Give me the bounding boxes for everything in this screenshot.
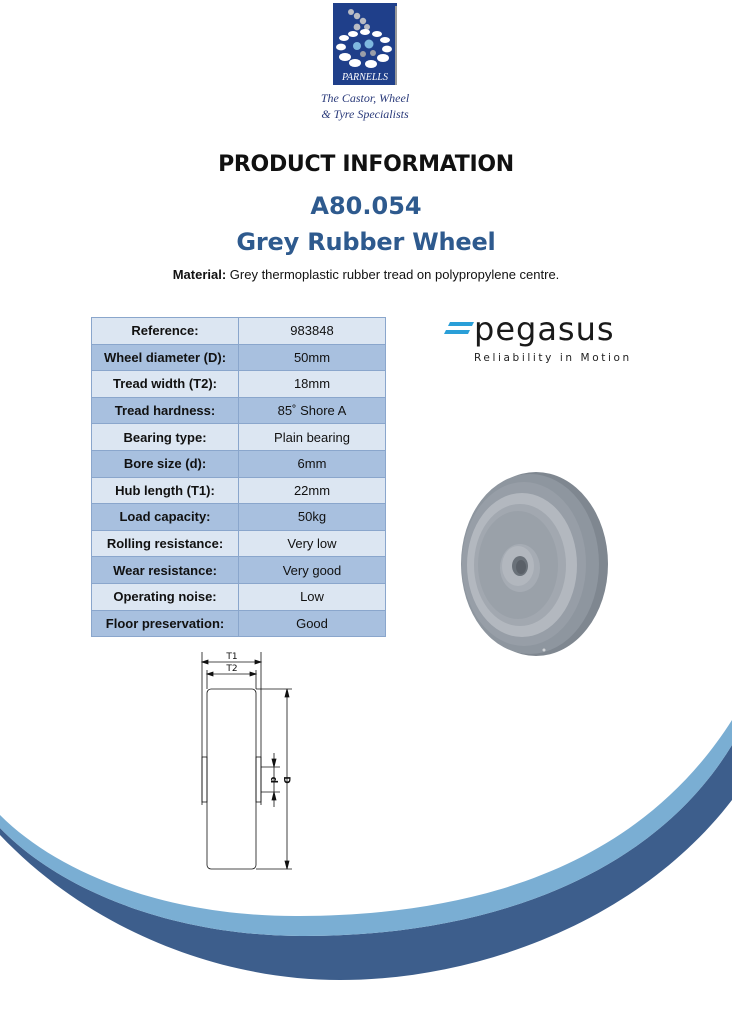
page-title: PRODUCT INFORMATION — [218, 152, 514, 177]
product-code: A80.054 — [310, 192, 422, 220]
table-row — [92, 318, 386, 345]
table-row — [92, 610, 386, 637]
wheel-product-image — [458, 470, 608, 658]
spec-value: 983848 — [239, 318, 386, 345]
tagline-line-2: & Tyre Specialists — [321, 107, 409, 121]
table-row — [92, 450, 386, 477]
spec-label: Tread width (T2): — [92, 371, 239, 398]
pegasus-stripes-icon — [444, 320, 476, 340]
spec-value: Good — [239, 610, 386, 637]
product-name: Grey Rubber Wheel — [236, 228, 496, 256]
spec-value: Very low — [239, 530, 386, 557]
spec-label: Bore size (d): — [92, 450, 239, 477]
table-row — [92, 530, 386, 557]
material-description — [0, 267, 732, 282]
table-row — [92, 557, 386, 584]
spec-label: Load capacity: — [92, 504, 239, 531]
spec-table — [91, 317, 386, 637]
pegasus-wordmark: pegasus — [474, 310, 615, 348]
spec-label: Wheel diameter (D): — [92, 344, 239, 371]
spec-label: Bearing type: — [92, 424, 239, 451]
table-row — [92, 504, 386, 531]
spec-label: Hub length (T1): — [92, 477, 239, 504]
spec-value: 18mm — [239, 371, 386, 398]
table-row — [92, 344, 386, 371]
decorative-swoosh — [0, 720, 732, 1024]
table-row — [92, 477, 386, 504]
pegasus-slogan: Reliability in Motion — [474, 352, 632, 364]
svg-text:d: d — [268, 776, 278, 784]
spec-value: 6mm — [239, 450, 386, 477]
spec-value: 50kg — [239, 504, 386, 531]
svg-text:D: D — [281, 776, 291, 784]
spec-value: 85˚ Shore A — [239, 397, 386, 424]
material-value: Grey thermoplastic rubber tread on polypropylene centre. — [226, 267, 560, 282]
spec-value: Low — [239, 583, 386, 610]
spec-label: Floor preservation: — [92, 610, 239, 637]
spec-label: Operating noise: — [92, 583, 239, 610]
spec-value: 50mm — [239, 344, 386, 371]
company-tagline — [300, 90, 430, 122]
spec-label: Reference: — [92, 318, 239, 345]
material-label: Material: — [172, 267, 227, 282]
spec-value: 22mm — [239, 477, 386, 504]
table-row — [92, 371, 386, 398]
svg-text:T2: T2 — [226, 664, 238, 674]
tagline-line-1: The Castor, Wheel — [320, 91, 410, 105]
svg-text:PARNELLS: PARNELLS — [342, 72, 388, 83]
spec-value: Plain bearing — [239, 424, 386, 451]
parnells-logo — [333, 3, 397, 85]
spec-label: Tread hardness: — [92, 397, 239, 424]
table-row — [92, 397, 386, 424]
spec-label: Rolling resistance: — [92, 530, 239, 557]
table-row — [92, 424, 386, 451]
spec-label: Wear resistance: — [92, 557, 239, 584]
spec-value: Very good — [239, 557, 386, 584]
table-row — [92, 583, 386, 610]
svg-text:T1: T1 — [226, 652, 238, 662]
